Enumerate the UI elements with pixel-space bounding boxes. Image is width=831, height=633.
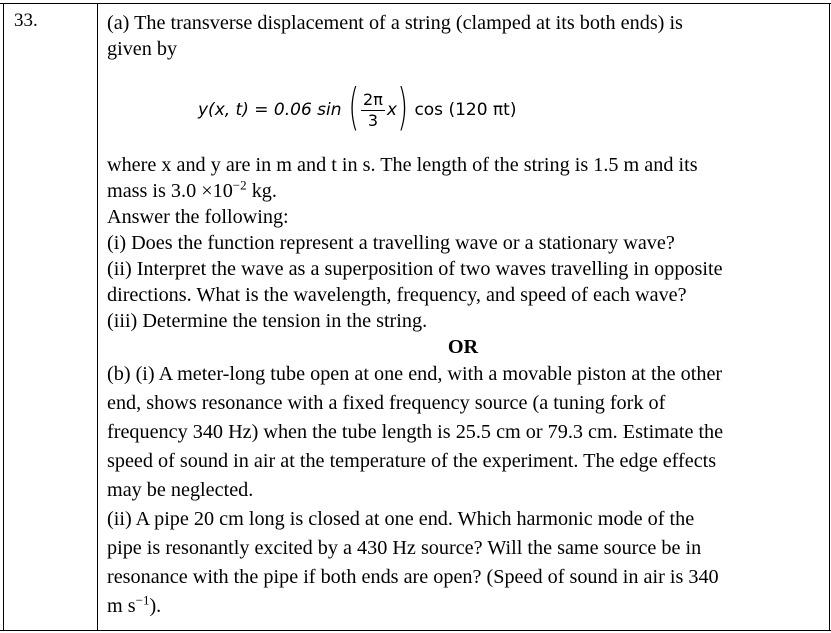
question-number: 33. (14, 10, 38, 31)
speed-unit-exponent: −1 (135, 592, 150, 608)
part-b-line: pipe is resonantly excited by a 430 Hz source? Will the same source be in (107, 537, 702, 559)
table-left-border (3, 3, 4, 631)
part-a-intro-line1: (a) The transverse displacement of a string (clamped at its both ends) is (107, 12, 683, 34)
part-b-line: resonance with the pipe if both ends are open? (Speed of sound in air is 340 (107, 566, 719, 588)
mass-text: mass is 3.0 ×10 (107, 180, 233, 202)
part-b-line: speed of sound in air at the temperature of the experiment. The edge effects (107, 450, 717, 472)
part-a-line: (iii) Determine the tension in the string. (107, 310, 428, 332)
fraction-numerator: 2π (363, 89, 383, 109)
mass-unit: kg. (246, 180, 277, 202)
formula-variable: x (386, 100, 397, 120)
table-bottom-border (0, 630, 831, 631)
mass-exponent: −2 (232, 177, 247, 193)
part-b-line: (b) (i) A meter-long tube open at one end, with a movable piston at the other (107, 363, 723, 385)
formula-fraction (361, 90, 385, 131)
part-b-line: end, shows resonance with a fixed frequency source (a tuning fork of (107, 392, 666, 414)
right-paren-icon: ) (397, 78, 409, 136)
displacement-formula (198, 80, 516, 140)
part-a-line: directions. What is the wavelength, frequency, and speed of each wave? (107, 284, 687, 306)
part-a-line: where x and y are in m and t in s. The length of the string is 1.5 m and its (107, 154, 698, 176)
table-top-border (0, 3, 831, 4)
part-a-line-mass (107, 178, 819, 204)
or-separator: OR (447, 336, 479, 358)
formula-cos-term: cos (120 πt) (414, 100, 517, 120)
table-right-border (829, 3, 830, 631)
part-b-line: may be neglected. (107, 479, 254, 501)
formula-lhs: y(x, t) = 0.06 sin (198, 100, 342, 120)
part-a-line: (i) Does the function represent a travelling wave or a stationary wave? (107, 232, 675, 254)
left-paren-icon: ( (347, 78, 359, 136)
part-a-intro-line2: given by (107, 38, 178, 60)
speed-unit: m s (107, 595, 136, 617)
part-a-line: Answer the following: (107, 206, 289, 228)
fraction-denominator: 3 (367, 110, 379, 130)
part-b-line: frequency 340 Hz) when the tube length is 25.5 cm or 79.3 cm. Estimate the (107, 421, 724, 443)
table-column-divider (97, 3, 98, 631)
speed-unit-close: ). (149, 595, 162, 617)
part-b-line: (ii) A pipe 20 cm long is closed at one end. Which harmonic mode of the (107, 508, 695, 530)
part-a-line: (ii) Interpret the wave as a superposition of two waves travelling in opposite (107, 258, 723, 280)
part-b-line-units (107, 592, 819, 621)
